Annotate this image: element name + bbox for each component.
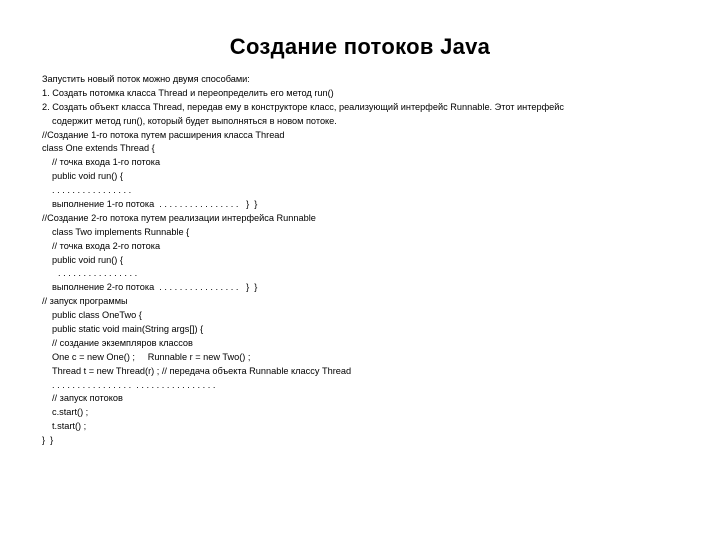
code-line: . . . . . . . . . . . . . . . . — [58, 268, 138, 279]
code-comment-line: // точка входа 1-го потока — [52, 157, 161, 168]
code-line: public void run() { — [52, 254, 123, 265]
code-line: public static void main(String args[]) { — [52, 324, 204, 335]
code-line: public void run() { — [52, 171, 123, 182]
code-line: } } — [42, 435, 54, 446]
code-comment-line: // запуск потоков — [52, 393, 123, 404]
slide-title: Создание потоков Java — [229, 34, 491, 59]
code-line: выполнение 1-го потока . . . . . . . . . . . . . . . . } } — [52, 199, 258, 210]
text-line: 2. Создать объект класса Thread, передав ему в конструкторе класс, реализующий интерфейс Runnable. Этот интерфейс — [42, 101, 564, 112]
code-line: public class OneTwo { — [52, 310, 142, 321]
code-comment-line: //Создание 1-го потока путем расширения класса Thread — [42, 129, 285, 140]
code-line: выполнение 2-го потока . . . . . . . . . . . . . . . . } } — [52, 282, 258, 293]
code-line: class One extends Thread { — [42, 143, 155, 154]
code-line: One c = new One() ; Runnable r = new Two() ; — [52, 351, 251, 362]
code-line: . . . . . . . . . . . . . . . . . . . . . . . . . . . . . . . . — [52, 379, 216, 390]
slide-body — [42, 73, 682, 448]
code-line: t.start() ; — [52, 421, 87, 432]
text-line: 1. Создать потомка класса Thread и переопределить его метод run() — [42, 87, 334, 98]
code-comment-line: // точка входа 2-го потока — [52, 240, 161, 251]
code-line: class Two implements Runnable { — [52, 226, 190, 237]
code-line: Thread t = new Thread(r) ; // передача объекта Runnable классу Thread — [52, 365, 352, 376]
text-line: содержит метод run(), который будет выполняться в новом потоке. — [52, 115, 337, 126]
code-line: . . . . . . . . . . . . . . . . — [52, 185, 132, 196]
code-comment-line: // запуск программы — [42, 296, 128, 307]
text-line: Запустить новый поток можно двумя способами: — [42, 74, 250, 84]
code-comment-line: //Создание 2-го потока путем реализации интерфейса Runnable — [42, 212, 316, 223]
code-comment-line: // создание экземпляров классов — [52, 337, 193, 348]
code-line: c.start() ; — [52, 407, 89, 418]
